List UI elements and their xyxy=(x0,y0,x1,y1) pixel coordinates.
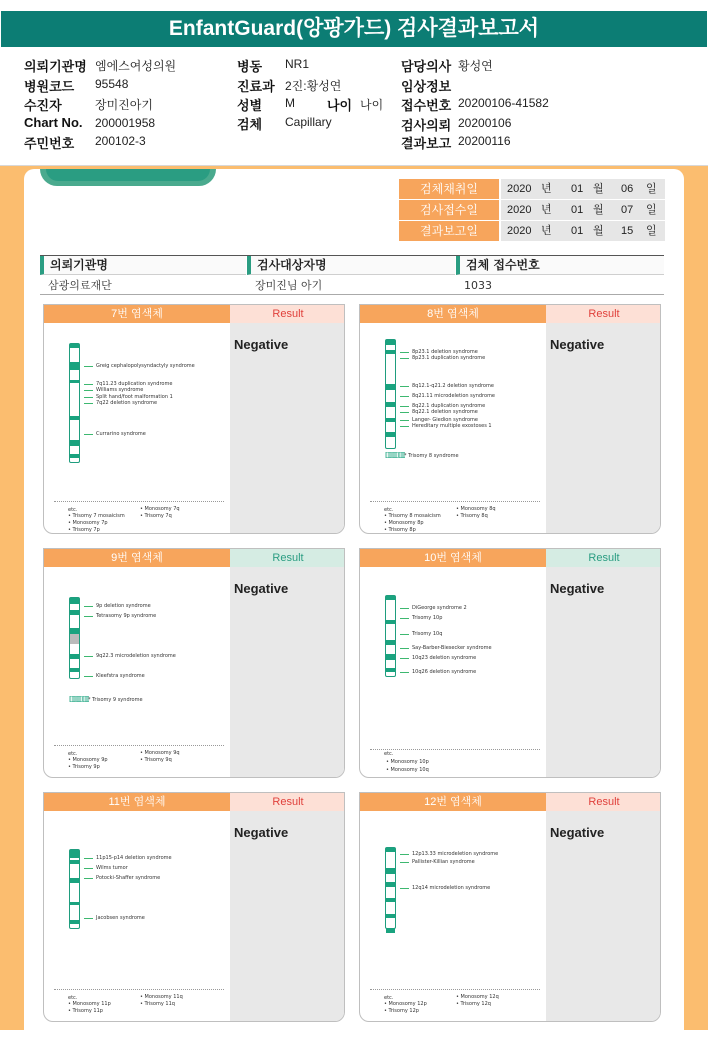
patient-info xyxy=(0,52,708,164)
etc-item: • Trisomy 9p xyxy=(68,764,100,770)
etc-item: etc. xyxy=(384,751,394,757)
result-value: Negative xyxy=(550,581,605,596)
date-label: 결과보고일 xyxy=(399,221,499,241)
chromosome-ideogram xyxy=(69,343,80,463)
result-value: Negative xyxy=(234,581,289,596)
chromosome-card xyxy=(43,548,345,778)
etc-item: • Trisomy 8 mosaicism xyxy=(384,513,441,519)
date-month: 01 xyxy=(571,183,584,195)
etc-item: • Monosomy 10q xyxy=(386,767,429,773)
unit-day: 일 xyxy=(646,225,657,237)
unit-day: 일 xyxy=(646,183,657,195)
chromosome-ideogram xyxy=(385,847,396,929)
result-value: Negative xyxy=(550,825,605,840)
info-value: 20200106-41582 xyxy=(458,96,549,110)
feature-label: Currarino syndrome xyxy=(96,431,146,437)
etc-item: • Trisomy 7q xyxy=(140,513,172,519)
info-value: NR1 xyxy=(285,57,310,71)
table-header: 의뢰기관명 xyxy=(40,256,246,275)
etc-item: etc. xyxy=(384,507,394,513)
dotted-divider xyxy=(54,501,224,502)
karyotype-grid-icon: ▥▥▥ xyxy=(69,694,89,703)
card-title: 9번 염색체 xyxy=(44,549,230,567)
date-year: 2020 xyxy=(507,183,532,195)
info-label: 담당의사 xyxy=(401,59,452,74)
feature-label: Say-Barber-Biesecker syndrome xyxy=(412,645,492,651)
feature-label: * Trisomy 8 syndrome xyxy=(404,453,459,459)
feature-label: 9q22.3 microdeletion syndrome xyxy=(96,653,176,659)
chromosome-ideogram xyxy=(385,595,396,677)
feature-label: 9p deletion syndrome xyxy=(96,603,151,609)
etc-item: • Trisomy 8p xyxy=(384,527,416,533)
feature-label: 8q12.1-q21.2 deletion syndrome xyxy=(412,383,494,389)
unit-day: 일 xyxy=(646,204,657,216)
etc-item: • Trisomy 8q xyxy=(456,513,488,519)
summary-table xyxy=(40,255,664,295)
etc-item: • Monosomy 11p xyxy=(68,1001,111,1007)
table-cell: 1033 xyxy=(464,279,492,292)
etc-item: • Trisomy 12p xyxy=(384,1008,419,1014)
info-label: 임상정보 xyxy=(401,79,452,94)
info-label: 진료과 xyxy=(237,79,275,94)
chromosome-card xyxy=(359,548,661,778)
chromosome-ideogram xyxy=(69,849,80,929)
karyotype-grid-icon: ▥▥▥ xyxy=(385,450,405,459)
feature-label: Hereditary multiple exostoses 1 xyxy=(412,423,492,429)
result-body xyxy=(546,323,661,534)
date-month: 01 xyxy=(571,204,584,216)
dotted-divider xyxy=(54,745,224,746)
feature-label: Williams syndrome xyxy=(96,387,144,393)
info-value: 엠에스여성의원 xyxy=(95,59,177,73)
etc-item: • Monosomy 9q xyxy=(140,750,180,756)
etc-item: etc. xyxy=(68,507,78,513)
card-title: 11번 염색체 xyxy=(44,793,230,811)
date-row xyxy=(399,221,665,241)
result-body xyxy=(546,567,661,778)
info-value: 20200106 xyxy=(458,116,512,130)
feature-label: Wilms tumor xyxy=(96,865,128,871)
etc-item: • Monosomy 10p xyxy=(386,759,429,765)
etc-item: • Trisomy 7p xyxy=(68,527,100,533)
feature-label: Potocki-Shaffer syndrome xyxy=(96,875,161,881)
chromosome-card xyxy=(43,304,345,534)
info-label: 검체 xyxy=(237,117,263,132)
info-label: 주민번호 xyxy=(24,136,75,151)
info-value: 장미진아기 xyxy=(95,98,153,112)
result-header: Result xyxy=(230,549,345,567)
feature-label: 11p15-p14 deletion syndrome xyxy=(96,855,172,861)
etc-item: • Trisomy 11q xyxy=(140,1001,175,1007)
card-title: 8번 염색체 xyxy=(360,305,546,323)
age-value: 나이 xyxy=(360,98,384,112)
result-value: Negative xyxy=(234,825,289,840)
date-month: 01 xyxy=(571,225,584,237)
card-title: 7번 염색체 xyxy=(44,305,230,323)
etc-item: • Monosomy 12q xyxy=(456,994,499,1000)
unit-year: 년 xyxy=(541,225,552,237)
info-value: 2진:황성연 xyxy=(285,79,342,93)
feature-label: Tetrasomy 9p syndrome xyxy=(96,613,157,619)
date-day: 15 xyxy=(621,225,634,237)
feature-label: DiGeorge syndrome 2 xyxy=(412,605,467,611)
card-title: 12번 염색체 xyxy=(360,793,546,811)
etc-item: • Monosomy 7p xyxy=(68,520,108,526)
unit-year: 년 xyxy=(541,204,552,216)
chromosome-ideogram xyxy=(385,339,396,449)
embedded-report-image xyxy=(0,166,708,1030)
report-title: EnfantGuard(앙팡가드) 검사결과보고서 xyxy=(1,11,707,47)
etc-item: • Trisomy 7 mosaicism xyxy=(68,513,125,519)
info-label: 의뢰기관명 xyxy=(24,59,87,74)
info-label: Chart No. xyxy=(24,115,83,130)
info-label: 병원코드 xyxy=(24,79,75,94)
unit-month: 월 xyxy=(593,183,604,195)
feature-label: Greig cephalopolysyndactyly syndrome xyxy=(96,363,195,369)
date-day: 06 xyxy=(621,183,634,195)
etc-item: • Monosomy 7q xyxy=(140,506,180,512)
result-header: Result xyxy=(546,793,661,811)
chromosome-card xyxy=(359,304,661,534)
feature-label: 12q14 microdeletion syndrome xyxy=(412,885,491,891)
etc-item: • Monosomy 12p xyxy=(384,1001,427,1007)
etc-item: • Monosomy 11q xyxy=(140,994,183,1000)
dotted-divider xyxy=(370,749,540,750)
date-day: 07 xyxy=(621,204,634,216)
feature-label: 8p23.1 duplication syndrome xyxy=(412,355,486,361)
info-value: 황성연 xyxy=(458,59,493,73)
feature-label: Pallister-Killian syndrome xyxy=(412,859,475,865)
dotted-divider xyxy=(370,501,540,502)
feature-label: 7q11.23 duplication syndrome xyxy=(96,381,173,387)
feature-label: 8p23.1 deletion syndrome xyxy=(412,349,478,355)
info-value: 95548 xyxy=(95,77,129,91)
info-label: 접수번호 xyxy=(401,98,452,113)
unit-month: 월 xyxy=(593,225,604,237)
dotted-divider xyxy=(54,989,224,990)
result-header: Result xyxy=(230,305,345,323)
etc-item: etc. xyxy=(384,995,394,1001)
feature-label: Trisomy 10q xyxy=(412,631,443,637)
feature-label: 12p13.33 microdeletion syndrome xyxy=(412,851,499,857)
etc-item: • Monosomy 9p xyxy=(68,757,108,763)
card-title: 10번 염색체 xyxy=(360,549,546,567)
result-header: Result xyxy=(546,549,661,567)
result-header: Result xyxy=(546,305,661,323)
result-value: Negative xyxy=(550,337,605,352)
feature-label: 7q22 deletion syndrome xyxy=(96,400,158,406)
result-body xyxy=(546,811,661,1022)
chromosome-card xyxy=(359,792,661,1022)
result-body xyxy=(230,567,345,778)
feature-label: Kleefstra syndrome xyxy=(96,673,145,679)
info-value: M xyxy=(285,96,295,110)
etc-item: • Monosomy 8q xyxy=(456,506,496,512)
etc-item: • Monosomy 8p xyxy=(384,520,424,526)
feature-label: 10q23 deletion syndrome xyxy=(412,655,477,661)
date-year: 2020 xyxy=(507,225,532,237)
info-value: 20200116 xyxy=(458,134,511,148)
info-value: 200102-3 xyxy=(95,134,146,148)
result-body xyxy=(230,323,345,534)
unit-year: 년 xyxy=(541,183,552,195)
info-label: 수진자 xyxy=(24,98,62,113)
result-value: Negative xyxy=(234,337,289,352)
table-header: 검사대상자명 xyxy=(247,256,455,275)
feature-label: Jacobsen syndrome xyxy=(96,915,145,921)
feature-label: Trisomy 10p xyxy=(412,615,443,621)
result-body xyxy=(230,811,345,1022)
feature-label: Langer- Giedion syndrome xyxy=(412,417,478,423)
info-label: 결과보고 xyxy=(401,136,452,151)
feature-label: 8q22.1 duplication syndrome xyxy=(412,403,486,409)
date-label: 검사접수일 xyxy=(399,200,499,220)
result-header: Result xyxy=(230,793,345,811)
feature-label: 10q26 deletion syndrome xyxy=(412,669,477,675)
age-label: 나이 xyxy=(327,98,353,113)
chromosome-ideogram xyxy=(69,597,80,679)
feature-label: 8q22.1 deletion syndrome xyxy=(412,409,478,415)
info-value: Capillary xyxy=(285,115,332,129)
decorative-tab xyxy=(40,169,216,186)
table-header: 검체 접수번호 xyxy=(456,256,664,275)
date-label: 검체채취일 xyxy=(399,179,499,199)
etc-item: • Trisomy 11p xyxy=(68,1008,103,1014)
report-paper xyxy=(24,169,684,1030)
date-year: 2020 xyxy=(507,204,532,216)
info-label: 성별 xyxy=(237,98,263,113)
feature-label: * Trisomy 9 syndrome xyxy=(88,697,143,703)
chromosome-card xyxy=(43,792,345,1022)
table-cell: 삼광의료재단 xyxy=(48,279,112,292)
info-value: 200001958 xyxy=(95,116,156,130)
etc-item: etc. xyxy=(68,995,78,1001)
unit-month: 월 xyxy=(593,204,604,216)
info-label: 병동 xyxy=(237,59,263,74)
etc-item: • Trisomy 9q xyxy=(140,757,172,763)
info-label: 검사의뢰 xyxy=(401,118,452,133)
date-row xyxy=(399,200,665,220)
etc-item: etc. xyxy=(68,751,78,757)
dotted-divider xyxy=(370,989,540,990)
date-row xyxy=(399,179,665,199)
etc-item: • Trisomy 12q xyxy=(456,1001,491,1007)
feature-label: Split hand/foot malformation 1 xyxy=(96,394,173,400)
feature-label: 8q21.11 microdeletion syndrome xyxy=(412,393,496,399)
table-cell: 장미진님 아기 xyxy=(255,279,323,292)
